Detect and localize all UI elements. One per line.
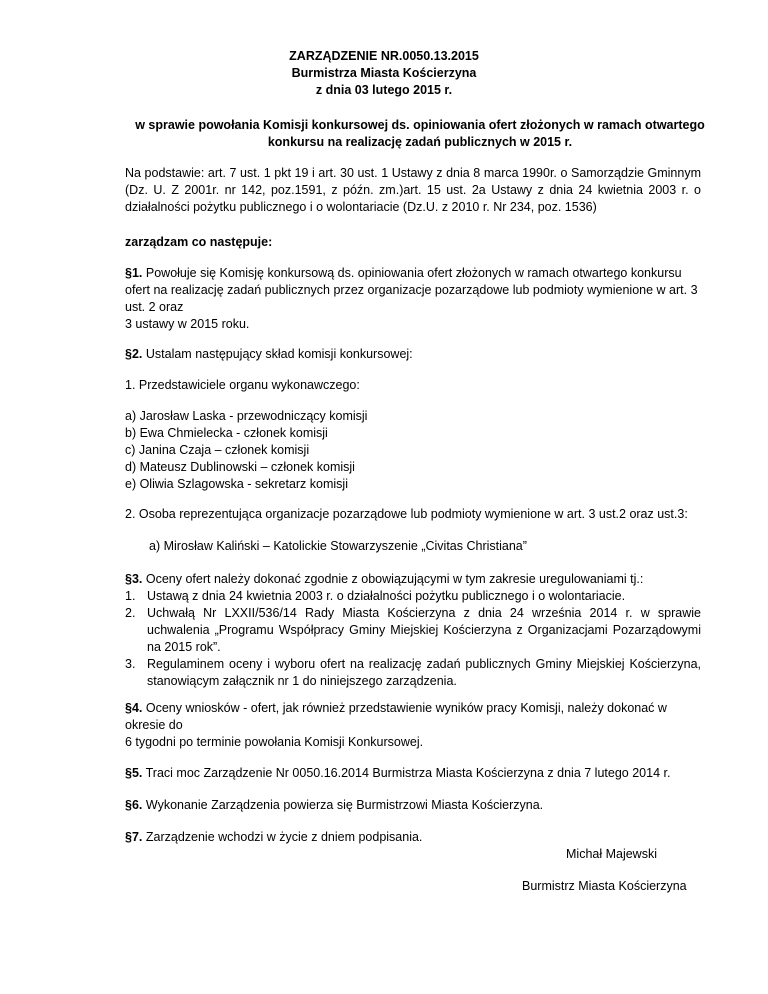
list-item-text: Ustawą z dnia 24 kwietnia 2003 r. o działalności pożytku publicznego i o wolontariacie. [147, 589, 626, 603]
list-item [125, 656, 701, 690]
section-1-line-3: ust. 2 oraz [125, 300, 184, 314]
regulation-list [125, 588, 701, 690]
section-4 [125, 700, 701, 751]
section-2-group-2-member: a) Mirosław Kaliński – Katolickie Stowarzyszenie „Civitas Christiana” [149, 539, 527, 553]
section-2 [125, 346, 701, 363]
decree-date: z dnia 03 lutego 2015 r. [315, 83, 453, 97]
section-5 [125, 765, 701, 782]
legal-basis: Na podstawie: art. 7 ust. 1 pkt 19 i art. 30 ust. 1 Ustawy z dnia 8 marca 1990r. o Samorządzie Gminnym (Dz. U. Z 2001r. nr 142, poz.1591, z późn. zm.)art. 15 ust. 2a Ustawy z dnia 24 kwietnia 2003 r. o działalności pożytku publicznego i o wolontariacie (Dz.U. z 2010 r. Nr 234, poz. 1536) [125, 166, 701, 214]
list-item-number: 1. [125, 589, 136, 603]
list-item: b) Ewa Chmielecka - członek komisji [125, 426, 328, 440]
signatory-title: Burmistrz Miasta Kościerzyna [522, 879, 687, 893]
list-item [125, 605, 701, 656]
subject-line-2: konkursu na realizację zadań publicznych w 2015 r. [267, 135, 573, 149]
section-3-text: Oceny ofert należy dokonać zgodnie z obowiązującymi w tym zakresie uregulowaniami tj.: [145, 572, 644, 586]
section-2-text: Ustalam następujący skład komisji konkursowej: [145, 347, 413, 361]
list-item-text: Regulaminem oceny i wyboru ofert na realizację zadań publicznych Gminy Miejskiej Kościerzyna, stanowiącym załącznik nr 1 do niniejszego zarządzenia. [147, 657, 701, 688]
section-5-label: §5. [125, 766, 143, 780]
section-1-line-1: Powołuje się Komisję konkursową ds. opiniowania ofert złożonych w ramach otwartego konkursu [145, 266, 682, 280]
section-3 [125, 571, 701, 588]
list-item: a) Jarosław Laska - przewodniczący komisji [125, 409, 368, 423]
section-2-group-2-heading: 2. Osoba reprezentująca organizacje pozarządowe lub podmioty wymienione w art. 3 ust.2 oraz ust.3: [125, 507, 688, 521]
list-item: e) Oliwia Szlagowska - sekretarz komisji [125, 477, 348, 491]
list-item: d) Mateusz Dublinowski – członek komisji [125, 460, 355, 474]
list-item-text: Uchwałą Nr LXXII/536/14 Rady Miasta Kościerzyna z dnia 24 września 2014 r. w sprawie uchwalenia „Programu Współpracy Gminy Miejskiej Kościerzyna z Organizacjami Pozarządowymi na 2015 rok”. [147, 606, 701, 654]
section-6-text: Wykonanie Zarządzenia powierza się Burmistrzowi Miasta Kościerzyna. [145, 798, 544, 812]
section-2-label: §2. [125, 347, 143, 361]
list-item-number: 3. [125, 657, 136, 671]
section-1-label: §1. [125, 266, 143, 280]
section-6-label: §6. [125, 798, 143, 812]
section-1-line-2: ofert na realizację zadań publicznych przez organizacje pozarządowe lub podmioty wymienione w art. 3 [125, 283, 698, 297]
decree-title: ZARZĄDZENIE NR.0050.13.2015 [289, 49, 479, 63]
list-item: c) Janina Czaja – członek komisji [125, 443, 310, 457]
signatory-name: Michał Majewski [566, 847, 657, 861]
decree-issuer: Burmistrza Miasta Kościerzyna [291, 66, 477, 80]
list-item [125, 588, 701, 605]
section-6 [125, 797, 701, 814]
section-3-label: §3. [125, 572, 143, 586]
section-4-line-1: Oceny wniosków - ofert, jak również przedstawienie wyników pracy Komisji, należy dokonać w [145, 701, 667, 715]
section-7 [125, 829, 701, 846]
list-item-number: 2. [125, 606, 136, 620]
section-1-line-4: 3 ustawy w 2015 roku. [125, 317, 250, 331]
section-1 [125, 265, 701, 333]
section-7-label: §7. [125, 830, 143, 844]
section-2-group-1-heading: 1. Przedstawiciele organu wykonawczego: [125, 378, 360, 392]
section-5-text: Traci moc Zarządzenie Nr 0050.16.2014 Burmistrza Miasta Kościerzyna z dnia 7 lutego 2014 r. [145, 766, 671, 780]
member-list [125, 408, 701, 493]
decree-heading: zarządzam co następuje: [125, 235, 273, 249]
section-4-label: §4. [125, 701, 143, 715]
section-4-line-2: okresie do [125, 718, 183, 732]
section-7-text: Zarządzenie wchodzi w życie z dniem podpisania. [145, 830, 423, 844]
section-4-line-3: 6 tygodni po terminie powołania Komisji Konkursowej. [125, 735, 424, 749]
subject-line-1: w sprawie powołania Komisji konkursowej ds. opiniowania ofert złożonych w ramach otwartego [135, 118, 705, 132]
